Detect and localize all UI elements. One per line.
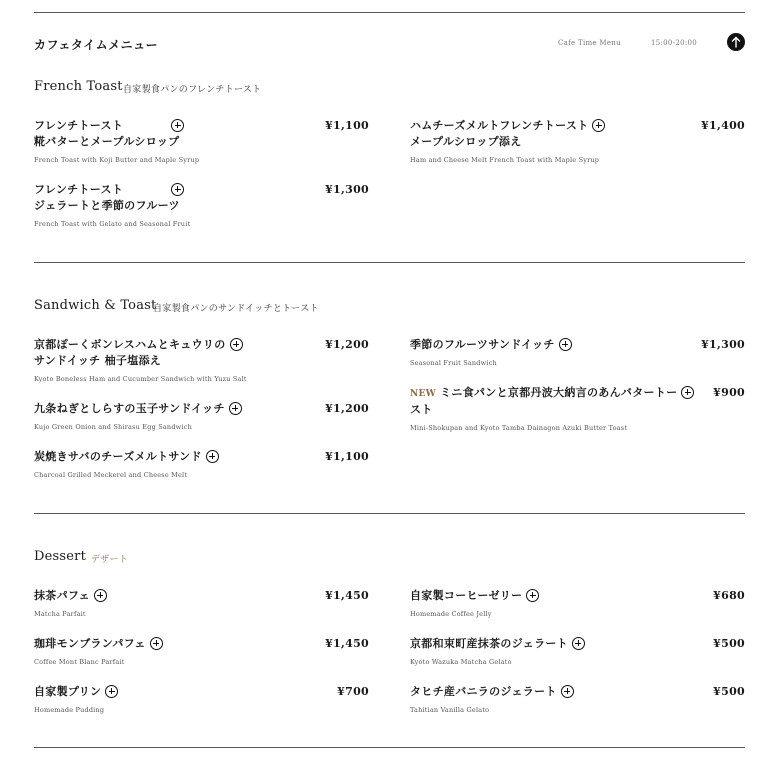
plus-circle-icon[interactable] <box>572 637 585 650</box>
plus-circle-icon[interactable] <box>526 589 539 602</box>
item-price: ¥1,450 <box>325 589 369 602</box>
item-english-name: Tahitian Vanilla Gelato <box>410 706 490 714</box>
item-english-name: French Toast with Koji Butter and Maple Syrup <box>34 156 200 164</box>
menu-item[interactable] <box>34 182 369 228</box>
section-title-dessert: Dessert <box>34 549 86 564</box>
item-name-line2: 糀バターとメープルシロップ <box>34 135 180 148</box>
item-name: 九条ねぎとしらすの玉子サンドイッチ <box>34 402 225 415</box>
section-divider <box>34 262 745 263</box>
item-price: ¥700 <box>337 685 369 698</box>
item-english-name: Charcoal Grilled Meckerel and Cheese Melt <box>34 471 188 479</box>
plus-circle-icon[interactable] <box>561 685 574 698</box>
item-english-name: Homemade Coffee Jelly <box>410 610 492 618</box>
top-divider <box>34 12 745 13</box>
plus-circle-icon[interactable] <box>230 338 243 351</box>
back-to-top-button[interactable] <box>727 33 745 51</box>
menu-item[interactable] <box>34 337 369 383</box>
menu-item[interactable] <box>34 449 369 479</box>
item-price: ¥1,300 <box>701 338 745 351</box>
menu-item[interactable] <box>34 401 369 431</box>
item-name: 京都和束町産抹茶のジェラート <box>410 637 568 650</box>
menu-hours: 15:00-20:00 <box>651 39 698 47</box>
item-english-name: Matcha Parfait <box>34 610 86 618</box>
item-english-name: Kyoto Wazuka Matcha Gelato <box>410 658 512 666</box>
item-name: フレンチトースト <box>34 119 124 132</box>
page-title: カフェタイムメニュー <box>34 38 159 52</box>
item-name: ミニ食パンと京都丹波大納言のあんバタートー <box>440 386 678 399</box>
item-english-name: Coffee Mont Blanc Parfait <box>34 658 125 666</box>
item-name: タヒチ産バニラのジェラート <box>410 685 557 698</box>
item-name-line2: ジェラートと季節のフルーツ <box>34 199 180 212</box>
item-price: ¥500 <box>713 685 745 698</box>
plus-circle-icon[interactable] <box>171 119 184 132</box>
item-price: ¥1,100 <box>325 450 369 463</box>
section-divider <box>34 513 745 514</box>
plus-circle-icon[interactable] <box>681 386 694 399</box>
item-name: 自家製プリン <box>34 685 102 698</box>
plus-circle-icon[interactable] <box>94 589 107 602</box>
item-name: 珈琲モンブランパフェ <box>34 637 146 650</box>
menu-item[interactable] <box>34 636 369 666</box>
section-subtitle-french-toast: 自家製食パンのフレンチトースト <box>123 85 262 95</box>
plus-circle-icon[interactable] <box>150 637 163 650</box>
item-name: フレンチトースト <box>34 183 124 196</box>
new-badge: NEW <box>410 389 437 399</box>
item-english-name: Ham and Cheese Melt French Toast with Maple Syrup <box>410 156 600 164</box>
item-price: ¥1,200 <box>325 402 369 415</box>
menu-item[interactable] <box>410 636 745 666</box>
menu-subtitle: Cafe Time Menu <box>558 39 621 47</box>
menu-item[interactable] <box>34 118 369 164</box>
plus-circle-icon[interactable] <box>206 450 219 463</box>
item-name-line2: スト <box>410 403 433 416</box>
item-name: 季節のフルーツサンドイッチ <box>410 338 555 351</box>
item-name-line2: サンドイッチ 柚子塩添え <box>34 354 162 367</box>
section-title-french-toast: French Toast <box>34 79 123 94</box>
menu-item[interactable] <box>34 684 369 714</box>
section-subtitle-sandwich-toast: 自家製食パンのサンドイッチとトースト <box>153 304 319 314</box>
item-name: 京都ぽーくボンレスハムとキュウリの <box>34 338 226 351</box>
item-name: ハムチーズメルトフレンチトースト <box>410 119 589 132</box>
menu-item[interactable] <box>410 385 745 432</box>
item-price: ¥1,300 <box>325 183 369 196</box>
section-title-sandwich-toast: Sandwich & Toast <box>34 298 157 313</box>
item-english-name: Kujo Green Onion and Shirasu Egg Sandwich <box>34 423 192 431</box>
item-price: ¥1,450 <box>325 637 369 650</box>
item-english-name: Mini-Shokupan and Kyoto Tamba Dainagon Azuki Butter Toast <box>410 424 628 432</box>
plus-circle-icon[interactable] <box>592 119 605 132</box>
item-price: ¥900 <box>713 386 745 399</box>
section-subtitle-dessert: デザート <box>91 555 129 565</box>
menu-item[interactable] <box>34 588 369 618</box>
item-english-name: Seasonal Fruit Sandwich <box>410 359 497 367</box>
item-name: 自家製コーヒーゼリー <box>410 589 523 602</box>
menu-item[interactable] <box>410 684 745 714</box>
item-english-name: Homemade Pudding <box>34 706 105 714</box>
item-name-line2: メープルシロップ添え <box>410 135 522 148</box>
item-price: ¥680 <box>713 589 745 602</box>
item-name: 抹茶パフェ <box>34 589 90 602</box>
plus-circle-icon[interactable] <box>559 338 572 351</box>
item-price: ¥1,200 <box>325 338 369 351</box>
arrow-up-icon <box>731 36 741 48</box>
menu-item[interactable] <box>410 118 745 164</box>
plus-circle-icon[interactable] <box>171 183 184 196</box>
item-price: ¥500 <box>713 637 745 650</box>
item-name: 炭焼きサバのチーズメルトサンド <box>34 450 202 463</box>
item-price: ¥1,400 <box>701 119 745 132</box>
item-english-name: Kyoto Boneless Ham and Cucumber Sandwich with Yuzu Salt <box>34 375 247 383</box>
item-price: ¥1,100 <box>325 119 369 132</box>
bottom-divider <box>34 747 745 748</box>
menu-item[interactable] <box>410 337 745 367</box>
menu-item[interactable] <box>410 588 745 618</box>
plus-circle-icon[interactable] <box>105 685 118 698</box>
plus-circle-icon[interactable] <box>229 402 242 415</box>
item-english-name: French Toast with Gelato and Seasonal Fruit <box>34 220 191 228</box>
